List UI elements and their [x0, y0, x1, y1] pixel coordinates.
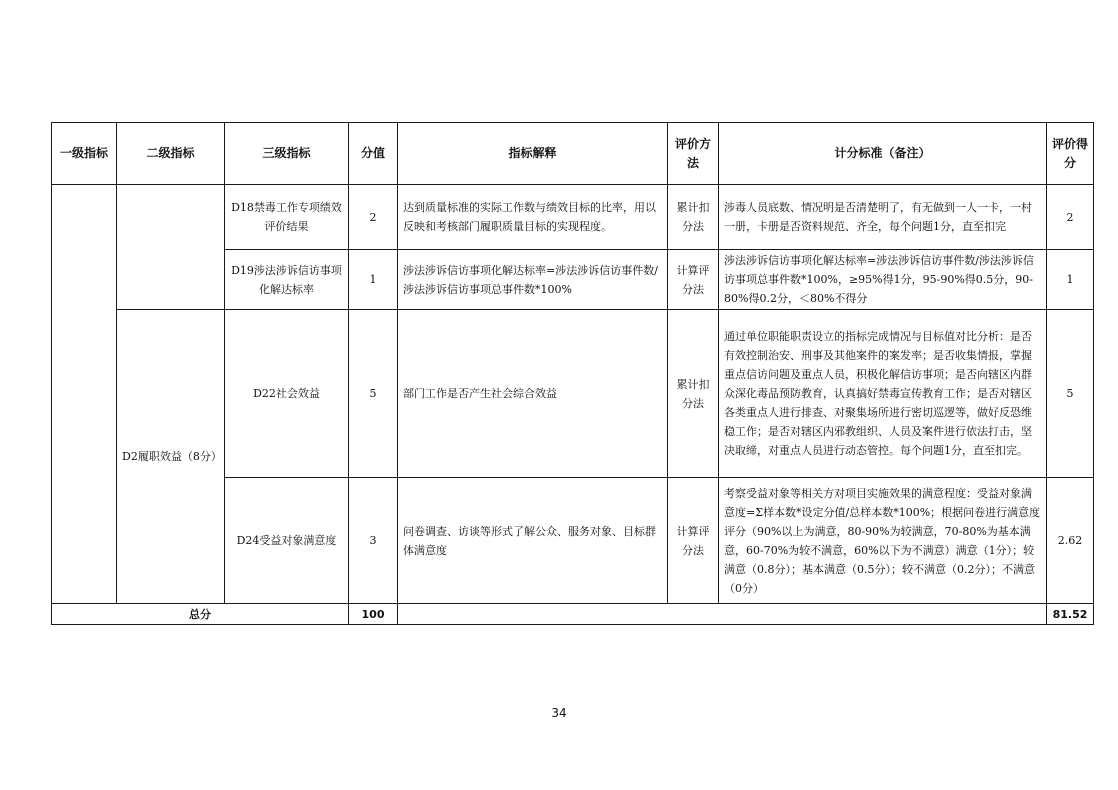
result-cell: 5: [1047, 310, 1094, 478]
result-cell: 2: [1047, 185, 1094, 250]
explanation-cell: 达到质量标准的实际工作数与绩效目标的比率，用以反映和考核部门履职质量目标的实现程度。: [398, 185, 668, 250]
standard-cell: 考察受益对象等相关方对项目实施效果的满意程度：受益对象满意度=Σ样本数*设定分值/总样本数*100%；根据问卷进行满意度评分（90%以上为满意，80-90%为较满意，70-80%为基本满意，60-70%为较不满意，60%以下为不满意）满意（1分）；较满意（0.8分）；基本满意（0.5分）；较不满意（0.2分）；不满意（0分）: [719, 478, 1047, 604]
table-row: [52, 310, 1094, 478]
header-result: 评价得分: [1047, 123, 1094, 185]
method-cell: 计算评分法: [668, 250, 719, 310]
indicator-cell: D18禁毒工作专项绩效评价结果: [225, 185, 349, 250]
total-blank: [398, 604, 1047, 625]
standard-cell: 通过单位职能职责设立的指标完成情况与目标值对比分析：是否有效控制治安、刑事及其他案件的案发率；是否收集情报，掌握重点信访问题及重点人员，积极化解信访事项；是否向辖区内群众深化毒品预防教育，认真搞好禁毒宣传教育工作；是否对辖区各类重点人进行排查、对聚集场所进行密切巡逻等，做好反恐维稳工作；是否对辖区内邪教组织、人员及案件进行依法打击，坚决取缔，对重点人员进行动态管控。每个问题1分，直至扣完。: [719, 310, 1047, 478]
header-explanation: 指标解释: [398, 123, 668, 185]
total-label: 总分: [52, 604, 349, 625]
score-cell: 1: [349, 250, 398, 310]
method-cell: 累计扣分法: [668, 185, 719, 250]
total-result: 81.52: [1047, 604, 1094, 625]
method-cell: 累计扣分法: [668, 310, 719, 478]
explanation-cell: 涉法涉诉信访事项化解达标率=涉法涉诉信访事件数/涉法涉诉信访事项总事件数*100%: [398, 250, 668, 310]
header-row: [52, 123, 1094, 185]
standard-cell: 涉法涉诉信访事项化解达标率=涉法涉诉信访事件数/涉法涉诉信访事项总事件数*100%，≥95%得1分，95-90%得0.5分，90-80%得0.2分，＜80%不得分: [719, 250, 1047, 310]
result-cell: 1: [1047, 250, 1094, 310]
result-cell: 2.62: [1047, 478, 1094, 604]
indicator-cell: D22社会效益: [225, 310, 349, 478]
level2-cell-d2: D2履职效益（8分）: [117, 310, 225, 604]
total-score: 100: [349, 604, 398, 625]
level1-cell: [52, 185, 117, 604]
indicator-cell: D19涉法涉诉信访事项化解达标率: [225, 250, 349, 310]
page-number: 34: [551, 706, 567, 720]
score-cell: 5: [349, 310, 398, 478]
header-level3: 三级指标: [225, 123, 349, 185]
explanation-cell: 问卷调查、访谈等形式了解公众、服务对象、目标群体满意度: [398, 478, 668, 604]
method-cell: 计算评分法: [668, 478, 719, 604]
header-method: 评价方法: [668, 123, 719, 185]
header-level2: 二级指标: [117, 123, 225, 185]
standard-cell: 涉毒人员底数、情况明是否清楚明了，有无做到一人一卡，一村一册，卡册是否资料规范、齐全，每个问题1分，直至扣完: [719, 185, 1047, 250]
level2-cell-blank: [117, 185, 225, 310]
indicator-cell: D24受益对象满意度: [225, 478, 349, 604]
explanation-cell: 部门工作是否产生社会综合效益: [398, 310, 668, 478]
score-cell: 3: [349, 478, 398, 604]
header-level1: 一级指标: [52, 123, 117, 185]
evaluation-table: [51, 122, 1094, 625]
header-score: 分值: [349, 123, 398, 185]
score-cell: 2: [349, 185, 398, 250]
header-standard: 计分标准（备注）: [719, 123, 1047, 185]
total-row: [52, 604, 1094, 625]
table-row: [52, 185, 1094, 250]
